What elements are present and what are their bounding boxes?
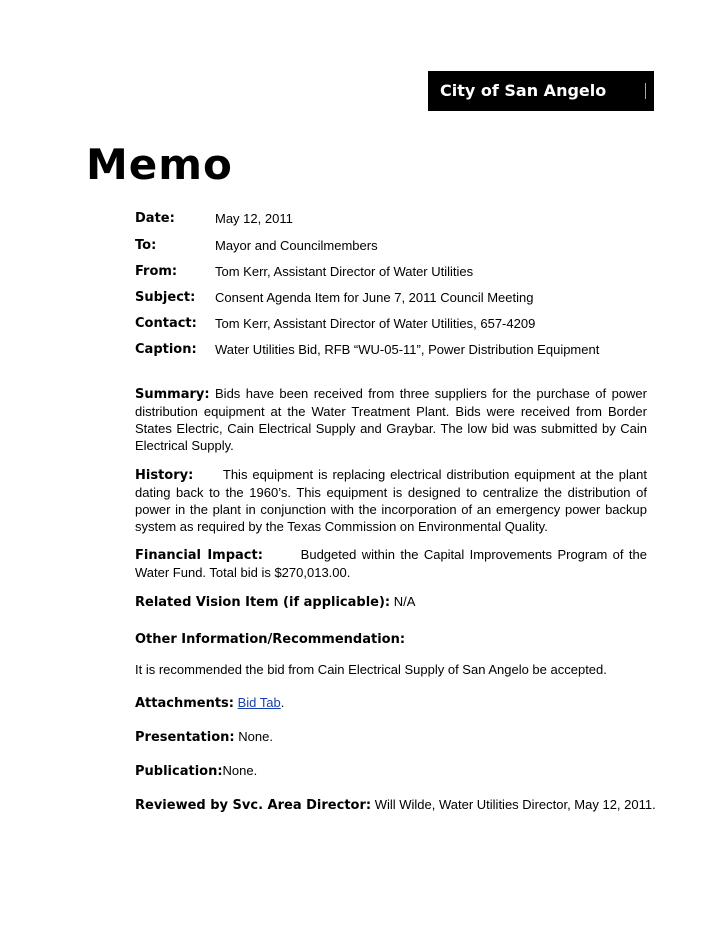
attachments-section <box>135 695 284 711</box>
organization-name: City of San Angelo <box>440 81 607 100</box>
other-info-label: Other Information/Recommendation: <box>135 632 406 647</box>
field-value: Tom Kerr, Assistant Director of Water Utilities <box>215 264 474 279</box>
field-label: From: <box>135 264 178 279</box>
summary-section <box>135 385 647 454</box>
financial-impact-label: Financial Impact: <box>135 548 263 563</box>
reviewed-label: Reviewed by Svc. Area Director: <box>135 798 372 813</box>
financial-impact-text: Budgeted within the Capital Improvements Program of the Water Fund. Total bid is $270,013.00. <box>135 547 647 580</box>
bid-tab-link[interactable]: Bid Tab <box>237 695 281 710</box>
summary-label: Summary: <box>135 387 210 402</box>
recommendation-text: It is recommended the bid from Cain Electrical Supply of San Angelo be accepted. <box>135 662 607 677</box>
presentation-value: None. <box>238 729 273 744</box>
reviewed-section <box>135 797 656 813</box>
financial-impact-section <box>135 546 647 581</box>
other-info-heading <box>135 631 405 647</box>
organization-banner <box>428 71 654 111</box>
field-label: Contact: <box>135 316 197 331</box>
reviewed-value: Will Wilde, Water Utilities Director, May 12, 2011. <box>374 797 656 812</box>
field-label: Subject: <box>135 290 196 305</box>
presentation-section <box>135 729 273 745</box>
field-label: To: <box>135 238 157 253</box>
attachments-suffix: . <box>280 695 285 710</box>
presentation-label: Presentation: <box>135 730 235 745</box>
summary-text: Bids have been received from three suppliers for the purchase of power distribution equipment at the Water Treatment Plant. Bids were received from Border States Electric, Cain Electrical Supply and Graybar. The low bid was submitted by Cain Electrical Supply. <box>135 386 647 453</box>
field-value: Consent Agenda Item for June 7, 2011 Council Meeting <box>215 290 534 305</box>
field-value: May 12, 2011 <box>215 211 293 226</box>
related-vision-label: Related Vision Item (if applicable): <box>135 595 391 610</box>
field-label: Caption: <box>135 342 197 357</box>
attachments-label: Attachments: <box>135 696 234 711</box>
publication-label: Publication: <box>135 764 223 779</box>
field-label: Date: <box>135 211 175 226</box>
history-label: History: <box>135 468 194 483</box>
field-value: Water Utilities Bid, RFB “WU-05-11”, Power Distribution Equipment <box>215 342 600 357</box>
history-text: This equipment is replacing electrical distribution equipment at the plant dating back to the 1960’s. This equipment is designed to centralize the distribution of power in the plant in conjunction with the incorporation of an emergency power backup system as required by the Texas Commission on Environmental Quality. <box>135 467 647 534</box>
publication-value: None. <box>222 763 258 778</box>
history-section <box>135 466 647 535</box>
banner-divider <box>645 83 646 99</box>
field-value: Mayor and Councilmembers <box>215 238 378 253</box>
memo-title: Memo <box>86 140 233 189</box>
field-value: Tom Kerr, Assistant Director of Water Utilities, 657-4209 <box>215 316 536 331</box>
related-vision-section <box>135 594 415 610</box>
publication-section <box>135 763 257 779</box>
related-vision-value: N/A <box>393 594 416 609</box>
